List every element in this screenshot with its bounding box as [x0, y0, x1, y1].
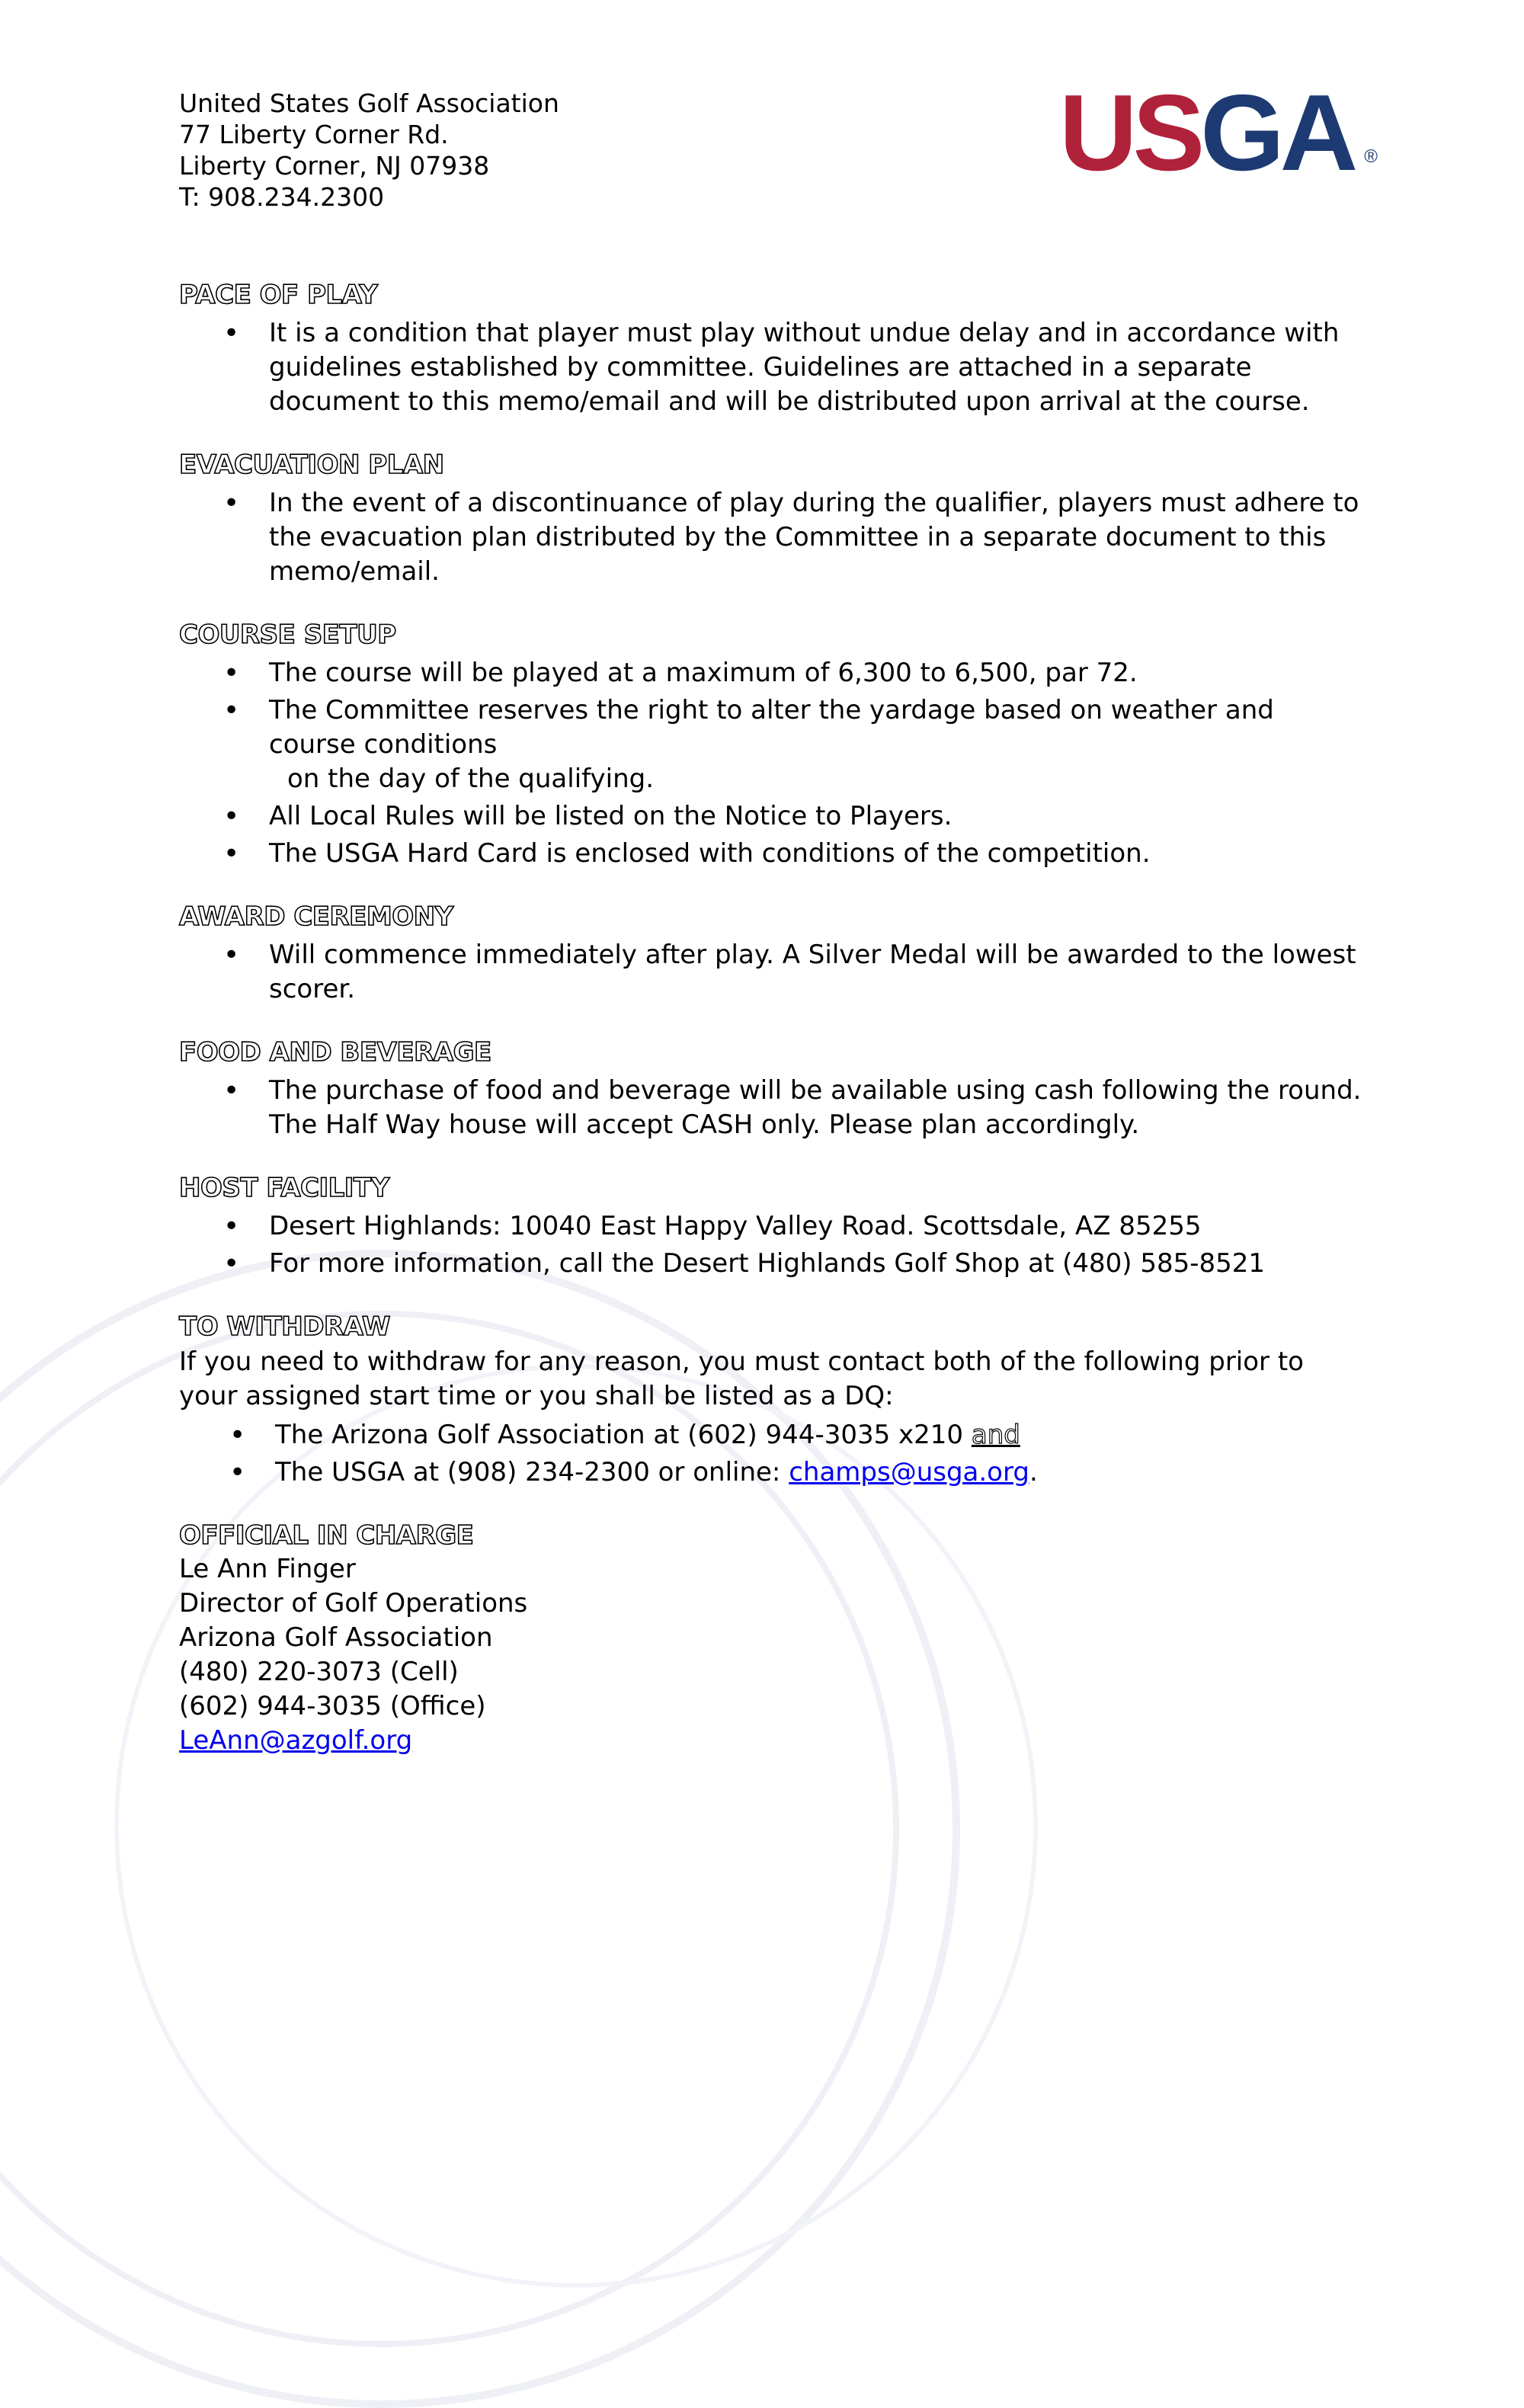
official-office-phone: (602) 944-3035 (Office)	[179, 1691, 486, 1721]
official-cell-phone: (480) 220-3073 (Cell)	[179, 1657, 459, 1687]
bullet-list	[179, 656, 1368, 871]
section-course-setup	[179, 618, 1368, 871]
list-item: • It is a condition that player must play without undue delay and in accordance with guidelines established by committee. Guidelines are attached in a separate document to this memo/email and will be distributed upon arrival at the course.	[179, 316, 1368, 419]
list-item: • The purchase of food and beverage will be available using cash following the round. The Half Way house will accept CASH only. Please plan accordingly.	[179, 1074, 1368, 1142]
section-heading: PACE OF PLAY	[179, 280, 378, 310]
section-heading: AWARD CEREMONY	[179, 901, 453, 932]
official-name: Le Ann Finger	[179, 1554, 356, 1584]
list-item: • For more information, call the Desert Highlands Golf Shop at (480) 585-8521	[179, 1247, 1368, 1281]
sender-street: 77 Liberty Corner Rd.	[179, 120, 449, 149]
champs-email-link[interactable]: champs@usga.org	[789, 1457, 1029, 1487]
list-item: • The USGA Hard Card is enclosed with conditions of the competition.	[179, 837, 1368, 871]
list-item-text: The Committee reserves the right to alter the yardage based on weather and course conditions	[269, 695, 1274, 760]
section-heading: COURSE SETUP	[179, 620, 396, 650]
section-to-withdraw	[179, 1310, 1368, 1490]
list-item	[179, 693, 1368, 796]
bullet-list	[179, 1418, 1368, 1490]
section-heading: HOST FACILITY	[179, 1173, 389, 1203]
bullet-list	[179, 486, 1368, 589]
section-evacuation-plan	[179, 448, 1368, 589]
section-heading: FOOD AND BEVERAGE	[179, 1037, 491, 1068]
section-award-ceremony	[179, 900, 1368, 1007]
section-host-facility	[179, 1171, 1368, 1281]
section-pace-of-play	[179, 278, 1368, 419]
usga-logo	[1059, 72, 1378, 194]
list-item: • All Local Rules will be listed on the Notice to Players.	[179, 799, 1368, 834]
official-role: Director of Golf Operations	[179, 1588, 528, 1619]
sender-address	[179, 88, 559, 213]
logo-us: US	[1059, 72, 1201, 194]
list-item: • In the event of a discontinuance of play during the qualifier, players must adhere to the evacuation plan distributed by the Committee in a separate document to this memo/email.	[179, 486, 1368, 589]
sender-name: United States Golf Association	[179, 88, 559, 118]
and-emphasis: and	[971, 1420, 1020, 1450]
list-item: • The course will be played at a maximum of 6,300 to 6,500, par 72.	[179, 656, 1368, 690]
list-item: • Will commence immediately after play. A Silver Medal will be awarded to the lowest scorer.	[179, 938, 1368, 1007]
list-item-end: .	[1029, 1457, 1038, 1487]
list-item-text: The USGA at (908) 234-2300 or online:	[275, 1457, 789, 1487]
registered-mark: ®	[1364, 146, 1378, 167]
list-item	[179, 1418, 1368, 1452]
bullet-list	[179, 1209, 1368, 1281]
logo-ga: GA	[1200, 72, 1354, 194]
sender-city: Liberty Corner, NJ 07938	[179, 151, 490, 181]
withdraw-intro: If you need to withdraw for any reason, you must contact both of the following prior to your assigned start time or you shall be listed as a DQ:	[179, 1346, 1304, 1411]
memo-body	[179, 278, 1368, 1787]
section-heading: OFFICIAL IN CHARGE	[179, 1520, 474, 1551]
section-heading: EVACUATION PLAN	[179, 450, 444, 480]
list-item	[179, 1455, 1368, 1490]
list-item: • Desert Highlands: 10040 East Happy Valley Road. Scottsdale, AZ 85255	[179, 1209, 1368, 1244]
official-email-link[interactable]: LeAnn@azgolf.org	[179, 1725, 413, 1756]
sender-phone: T: 908.234.2300	[179, 182, 385, 212]
section-heading: TO WITHDRAW	[179, 1311, 390, 1342]
official-organization: Arizona Golf Association	[179, 1622, 493, 1653]
bullet-list	[179, 316, 1368, 419]
list-item-continuation: on the day of the qualifying.	[287, 764, 655, 794]
bullet-list	[179, 938, 1368, 1007]
bullet-list	[179, 1074, 1368, 1142]
section-official-in-charge	[179, 1519, 1368, 1758]
list-item-text: The Arizona Golf Association at (602) 944-3035 x210	[275, 1420, 972, 1450]
section-food-and-beverage	[179, 1036, 1368, 1142]
